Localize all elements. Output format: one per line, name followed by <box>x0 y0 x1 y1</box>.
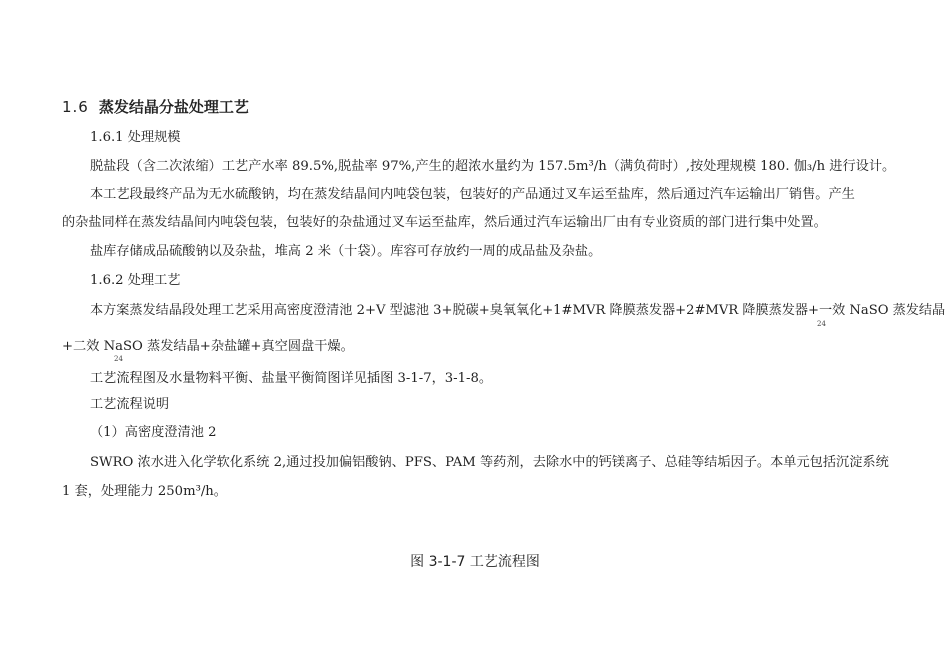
paragraph-process-line1: 本方案蒸发结晶段处理工艺采用高密度澄清池 2+V 型滤池 3+脱碳+臭氧氧化+1#MVR 降膜蒸发器+2#MVR 降膜蒸发器+一效 NaSO 蒸发结晶 <box>90 303 946 318</box>
paragraph-process-description: 工艺流程说明 <box>90 397 170 412</box>
item-clarifier: （1）高密度澄清池 2 <box>90 425 217 440</box>
subsection-heading-scale: 1.6.1 处理规模 <box>90 130 181 145</box>
paragraph-flowchart-ref: 工艺流程图及水量物料平衡、盐量平衡简图详见插图 3-1-7，3-1-8。 <box>90 371 493 386</box>
paragraph-capacity: 脱盐段（含二次浓缩）工艺产水率 89.5%,脱盐率 97%,产生的超浓水量约为 157.5m³/h（满负荷时）,按处理规模 180. 伽₃/h 进行设计。 <box>90 159 896 174</box>
paragraph-swro-line2: 1 套，处理能力 250m³/h。 <box>62 484 227 499</box>
subscript-24-line2: 24 <box>114 355 123 363</box>
paragraph-swro-line1: SWRO 浓水进入化学软化系统 2,通过投加偏铝酸钠、PFS、PAM 等药剂，去除水中的钙镁离子、总硅等结垢因子。本单元包括沉淀系统 <box>90 455 889 470</box>
paragraph-storage: 盐库存储成品硫酸钠以及杂盐，堆高 2 米（十袋）。库容可存放约一周的成品盐及杂盐。 <box>90 244 602 259</box>
section-heading <box>62 98 249 116</box>
subsection-heading-process: 1.6.2 处理工艺 <box>90 273 181 288</box>
paragraph-product-line1: 本工艺段最终产品为无水硫酸钠，均在蒸发结晶间内吨袋包装，包装好的产品通过叉车运至盐库，然后通过汽车运输出厂销售。产生 <box>90 187 855 202</box>
section-title: 蒸发结晶分盐处理工艺 <box>98 98 249 116</box>
section-number: 1.6 <box>62 98 89 116</box>
figure-caption: 图 3-1-7 工艺流程图 <box>410 554 540 570</box>
paragraph-process-line2: +二效 NaSO 蒸发结晶+杂盐罐+真空圆盘干燥。 <box>62 339 354 354</box>
subscript-24-line1: 24 <box>817 320 826 328</box>
paragraph-product-line2: 的杂盐同样在蒸发结晶间内吨袋包装，包装好的杂盐通过叉车运至盐库，然后通过汽车运输出厂由有专业资质的部门进行集中处置。 <box>62 215 827 230</box>
